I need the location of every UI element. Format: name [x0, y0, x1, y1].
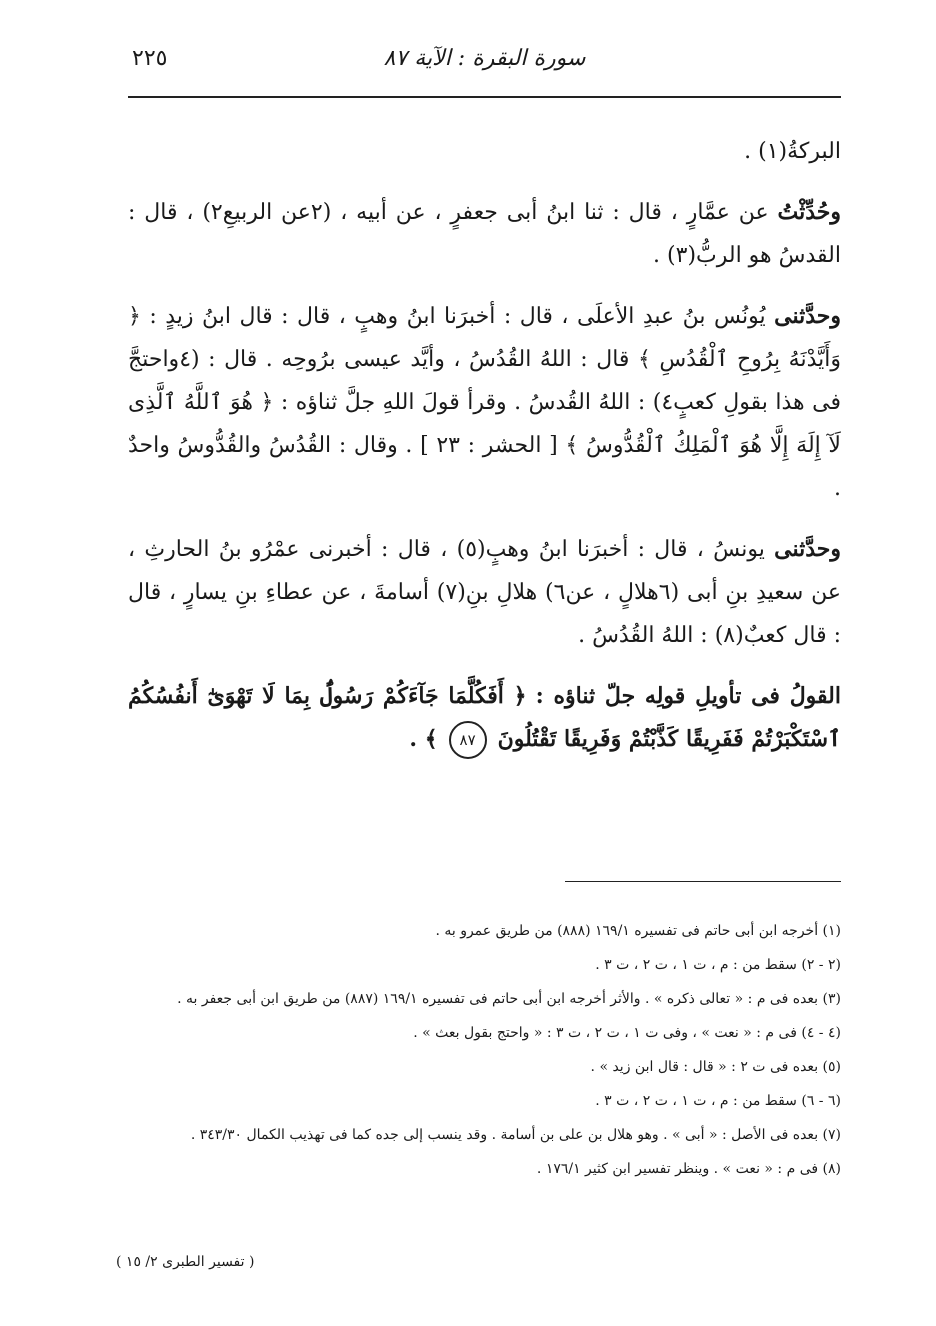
paragraph	[128, 191, 841, 277]
main-text	[128, 130, 841, 779]
footnote: (٣) بعده فى م : « تعالى ذكره » . والأثر أخرجه ابن أبى حاتم فى تفسيره ١٦٩/١ (٨٨٧) من طريق ابن أبى جعفر به .	[177, 991, 841, 1007]
paragraph	[128, 295, 841, 510]
footnote: (٨) فى م : « نعت » . وينظر تفسير ابن كثير ١٧٦/١ .	[536, 1161, 841, 1177]
footnote: (٧) بعده فى الأصل : « أبى » . وهو هلال بن على بن أسامة . وقد ينسب إلى جده كما فى تهذيب الكمال ٣٤٣/٣٠ .	[190, 1127, 841, 1143]
running-title: سورة البقرة : الآية ٨٧	[383, 46, 586, 71]
paragraph-lead: وحدَّثنى	[774, 536, 841, 562]
footnote: (٤ - ٤) فى م : « نعت » ، وفى ت ١ ، ت ٢ ، ت ٣ : « واحتج بقول بعث » .	[413, 1025, 841, 1041]
paragraph-lead: وحدَّثنى	[774, 303, 841, 329]
section-heading	[128, 675, 841, 761]
paragraph-text: يُونُس بنُ عبدِ الأعلَى ، قال : أخبرَنا ابنُ وهبٍ ، قال : قال ابنُ زيدٍ : ﴿ وَأَيَّدْنَهُ بِرُوحِ ٱلْقُدُسِ ﴾ قال : اللهُ القُدُسُ ، وأيَّد عيسى برُوحِه . قال : (٤واحتجَّ فى هذا بقولِ كعبٍ٤) : اللهُ القُدسُ . وقرأ قولَ اللهِ جلَّ ثناؤه : ﴿ هُوَ ٱللَّهُ ٱلَّذِى لَآ إِلَهَ إِلَّا هُوَ ٱلْمَلِكُ ٱلْقُدُّوسُ ﴾ [ الحشر : ٢٣ ] . وقال : القُدُسُ والقُدُّوسُ واحدٌ .	[128, 304, 841, 501]
paragraph-text: البركةُ(١) .	[744, 139, 841, 164]
ayah-number-icon: ٨٧	[449, 721, 487, 759]
heading-lead: القولُ فى تأويلِ قولِه جلّ ثناؤه :	[535, 683, 841, 709]
paragraph	[128, 130, 841, 173]
footnote: (١) أخرجه ابن أبى حاتم فى تفسيره ١٦٩/١ (٨٨٨) من طريق عمرو به .	[435, 923, 841, 939]
footnote: (٥) بعده فى ت ٢ : « قال : قال ابن زيد » .	[590, 1059, 841, 1075]
header-rule	[128, 96, 841, 98]
paragraph-lead: وحُدِّثْتُ	[777, 199, 842, 225]
verse-close: ﴾ .	[409, 726, 438, 752]
footnote: (٢ - ٢) سقط من : م ، ت ١ ، ت ٢ ، ت ٣ .	[595, 957, 841, 973]
footnote: (٦ - ٦) سقط من : م ، ت ١ ، ت ٢ ، ت ٣ .	[595, 1093, 841, 1109]
footnote-rule	[565, 881, 841, 882]
footnotes	[128, 914, 841, 1186]
page-number: ٢٢٥	[132, 46, 168, 71]
paragraph-text: عن عمَّارٍ ، قال : ثنا ابنُ أبى جعفرٍ ، عن أبيه ، (٢عن الربيعِ٢) ، قال : القدسُ هو الربُّ(٣) .	[128, 200, 841, 268]
quran-verse: ﴿ أَفَكُلَّمَا جَآءَكُمْ رَسُولٌۢ بِمَا لَا تَهْوَىٰٓ أَنفُسُكُمُ ٱسْتَكْبَرْتُمْ فَفَرِيقًا كَذَّبْتُمْ وَفَرِيقًا تَقْتُلُونَ	[128, 683, 841, 752]
volume-reference: ( تفسير الطبرى ٢/ ١٥ )	[116, 1254, 255, 1270]
paragraph	[128, 528, 841, 657]
page-header	[128, 40, 841, 84]
paragraph-text: يونسُ ، قال : أخبرَنا ابنُ وهبٍ(٥) ، قال : أخبرنى عمْرُو بنُ الحارثِ ، عن سعيدِ بنِ أبى (٦هلالٍ ، عن٦) هلالِ بنِ(٧) أسامةَ ، عن عطاءِ بنِ يسارٍ ، قال : قال كعبٌ(٨) : اللهُ القُدُسُ .	[128, 537, 841, 648]
